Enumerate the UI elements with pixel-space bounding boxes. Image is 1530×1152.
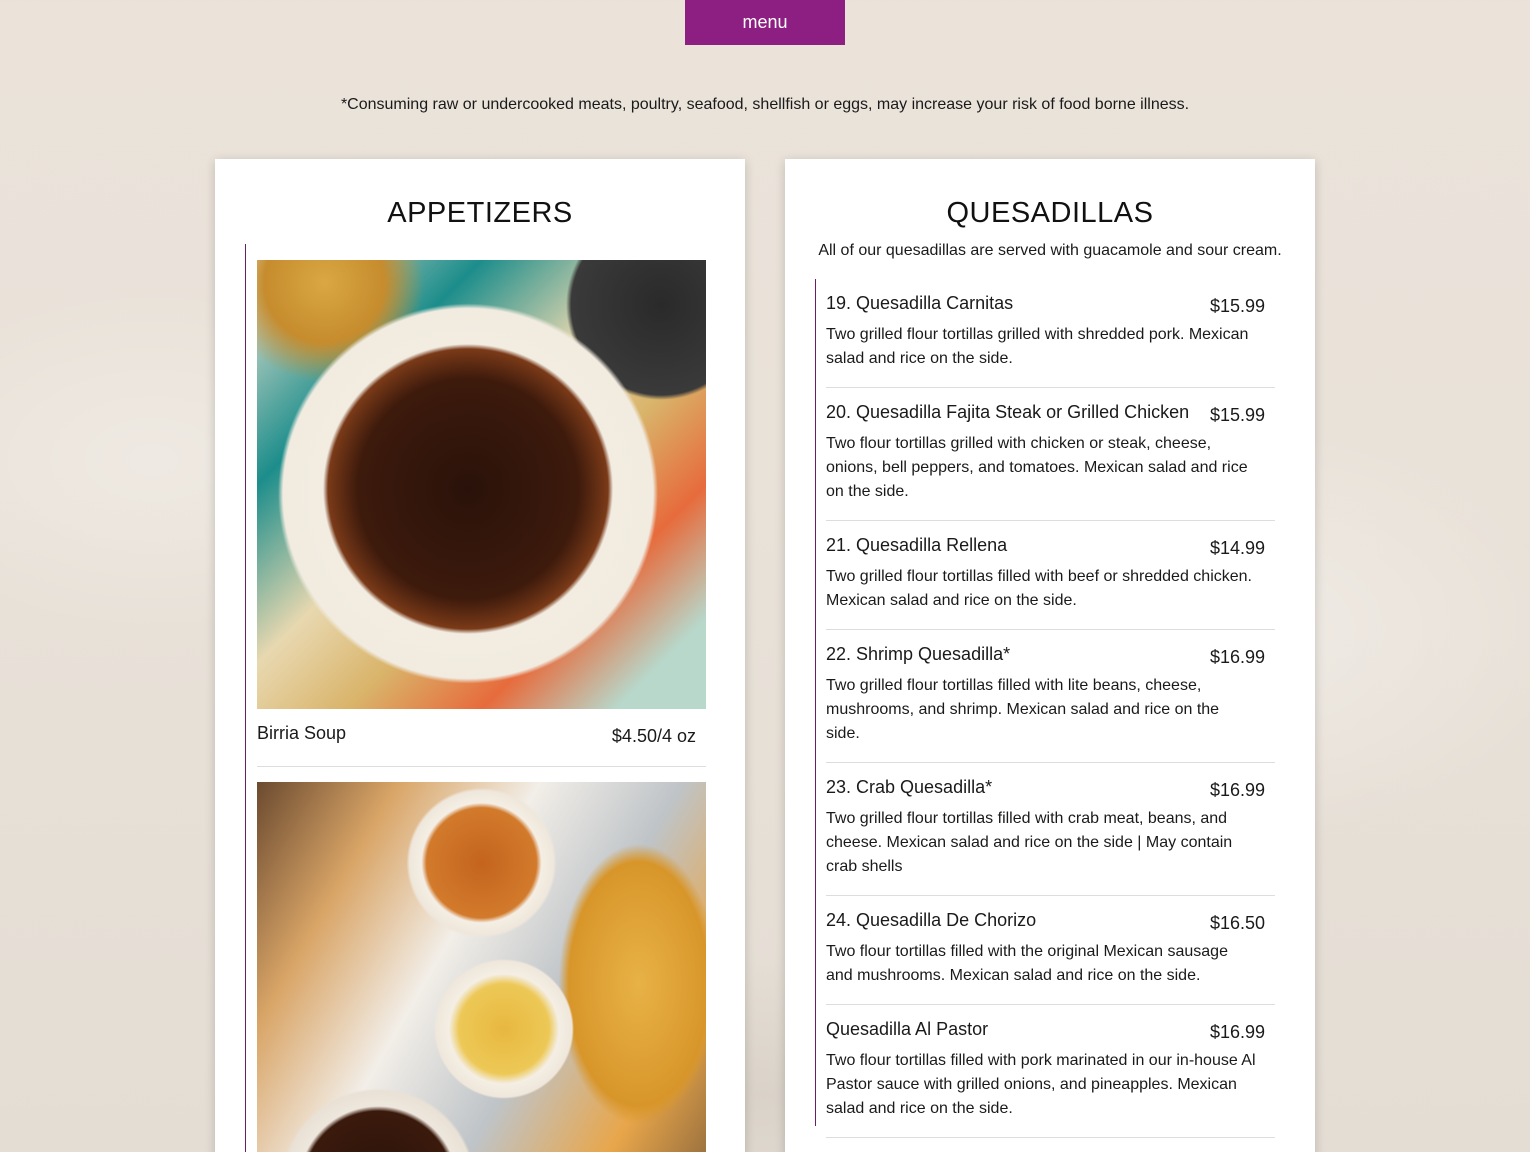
list-item xyxy=(826,1005,1275,1138)
item-name: 23. Crab Quesadilla* xyxy=(826,777,993,797)
item-name: 22. Shrimp Quesadilla* xyxy=(826,644,1011,664)
list-item xyxy=(826,279,1275,388)
birria-soup-photo xyxy=(257,260,706,709)
menu-button[interactable]: menu xyxy=(685,0,845,45)
list-item xyxy=(826,763,1275,896)
appetizers-title: APPETIZERS xyxy=(387,197,573,229)
quesadillas-card xyxy=(785,159,1315,1152)
food-safety-disclaimer: *Consuming raw or undercooked meats, poultry, seafood, shellfish or eggs, may increase your risk of food borne illness. xyxy=(340,96,1190,113)
item-description: Two grilled flour tortillas filled with lite beans, cheese, mushrooms, and shrimp. Mexican salad and rice on the side. xyxy=(826,677,1220,742)
item-price: $16.99 xyxy=(1209,780,1265,800)
quesadillas-list xyxy=(815,279,1275,1126)
item-price: $4.50/4 oz xyxy=(611,726,696,746)
list-item xyxy=(257,709,706,767)
appetizer-combo-photo xyxy=(257,782,706,1152)
item-description: Two grilled flour tortillas filled with crab meat, beans, and cheese. Mexican salad and rice on the side | May contain crab shells xyxy=(826,810,1233,875)
item-price: $16.99 xyxy=(1209,1022,1265,1042)
appetizers-list xyxy=(245,244,705,1152)
item-name: 24. Quesadilla De Chorizo xyxy=(826,910,1037,930)
quesadillas-subtitle: All of our quesadillas are served with guacamole and sour cream. xyxy=(818,242,1282,259)
item-name: Birria Soup xyxy=(257,723,347,743)
list-item xyxy=(826,521,1275,630)
quesadillas-title: QUESADILLAS xyxy=(946,197,1154,229)
item-name: 19. Quesadilla Carnitas xyxy=(826,293,1014,313)
item-description: Two flour tortillas filled with pork marinated in our in-house Al Pastor sauce with grilled onions, and pineapples. Mexican salad and rice on the side. xyxy=(826,1052,1256,1117)
item-description: Two grilled flour tortillas filled with beef or shredded chicken. Mexican salad and rice on the side. xyxy=(826,568,1252,609)
item-price: $16.99 xyxy=(1209,647,1265,667)
item-name: Quesadilla Al Pastor xyxy=(826,1019,989,1039)
item-name: 20. Quesadilla Fajita Steak or Grilled Chicken xyxy=(826,402,1190,422)
list-item xyxy=(826,388,1275,521)
item-price: $14.99 xyxy=(1209,538,1265,558)
item-price: $15.99 xyxy=(1209,296,1265,316)
list-item xyxy=(826,896,1275,1005)
item-price: $16.50 xyxy=(1209,913,1265,933)
item-description: Two flour tortillas filled with the original Mexican sausage and mushrooms. Mexican salad and rice on the side. xyxy=(826,943,1228,984)
item-price: $15.99 xyxy=(1209,405,1265,425)
list-item xyxy=(826,630,1275,763)
appetizers-card xyxy=(215,159,745,1152)
item-name: 21. Quesadilla Rellena xyxy=(826,535,1008,555)
item-description: Two flour tortillas grilled with chicken or steak, cheese, onions, bell peppers, and tomatoes. Mexican salad and rice on the side. xyxy=(826,435,1248,500)
item-description: Two grilled flour tortillas grilled with shredded pork. Mexican salad and rice on the side. xyxy=(826,326,1249,367)
